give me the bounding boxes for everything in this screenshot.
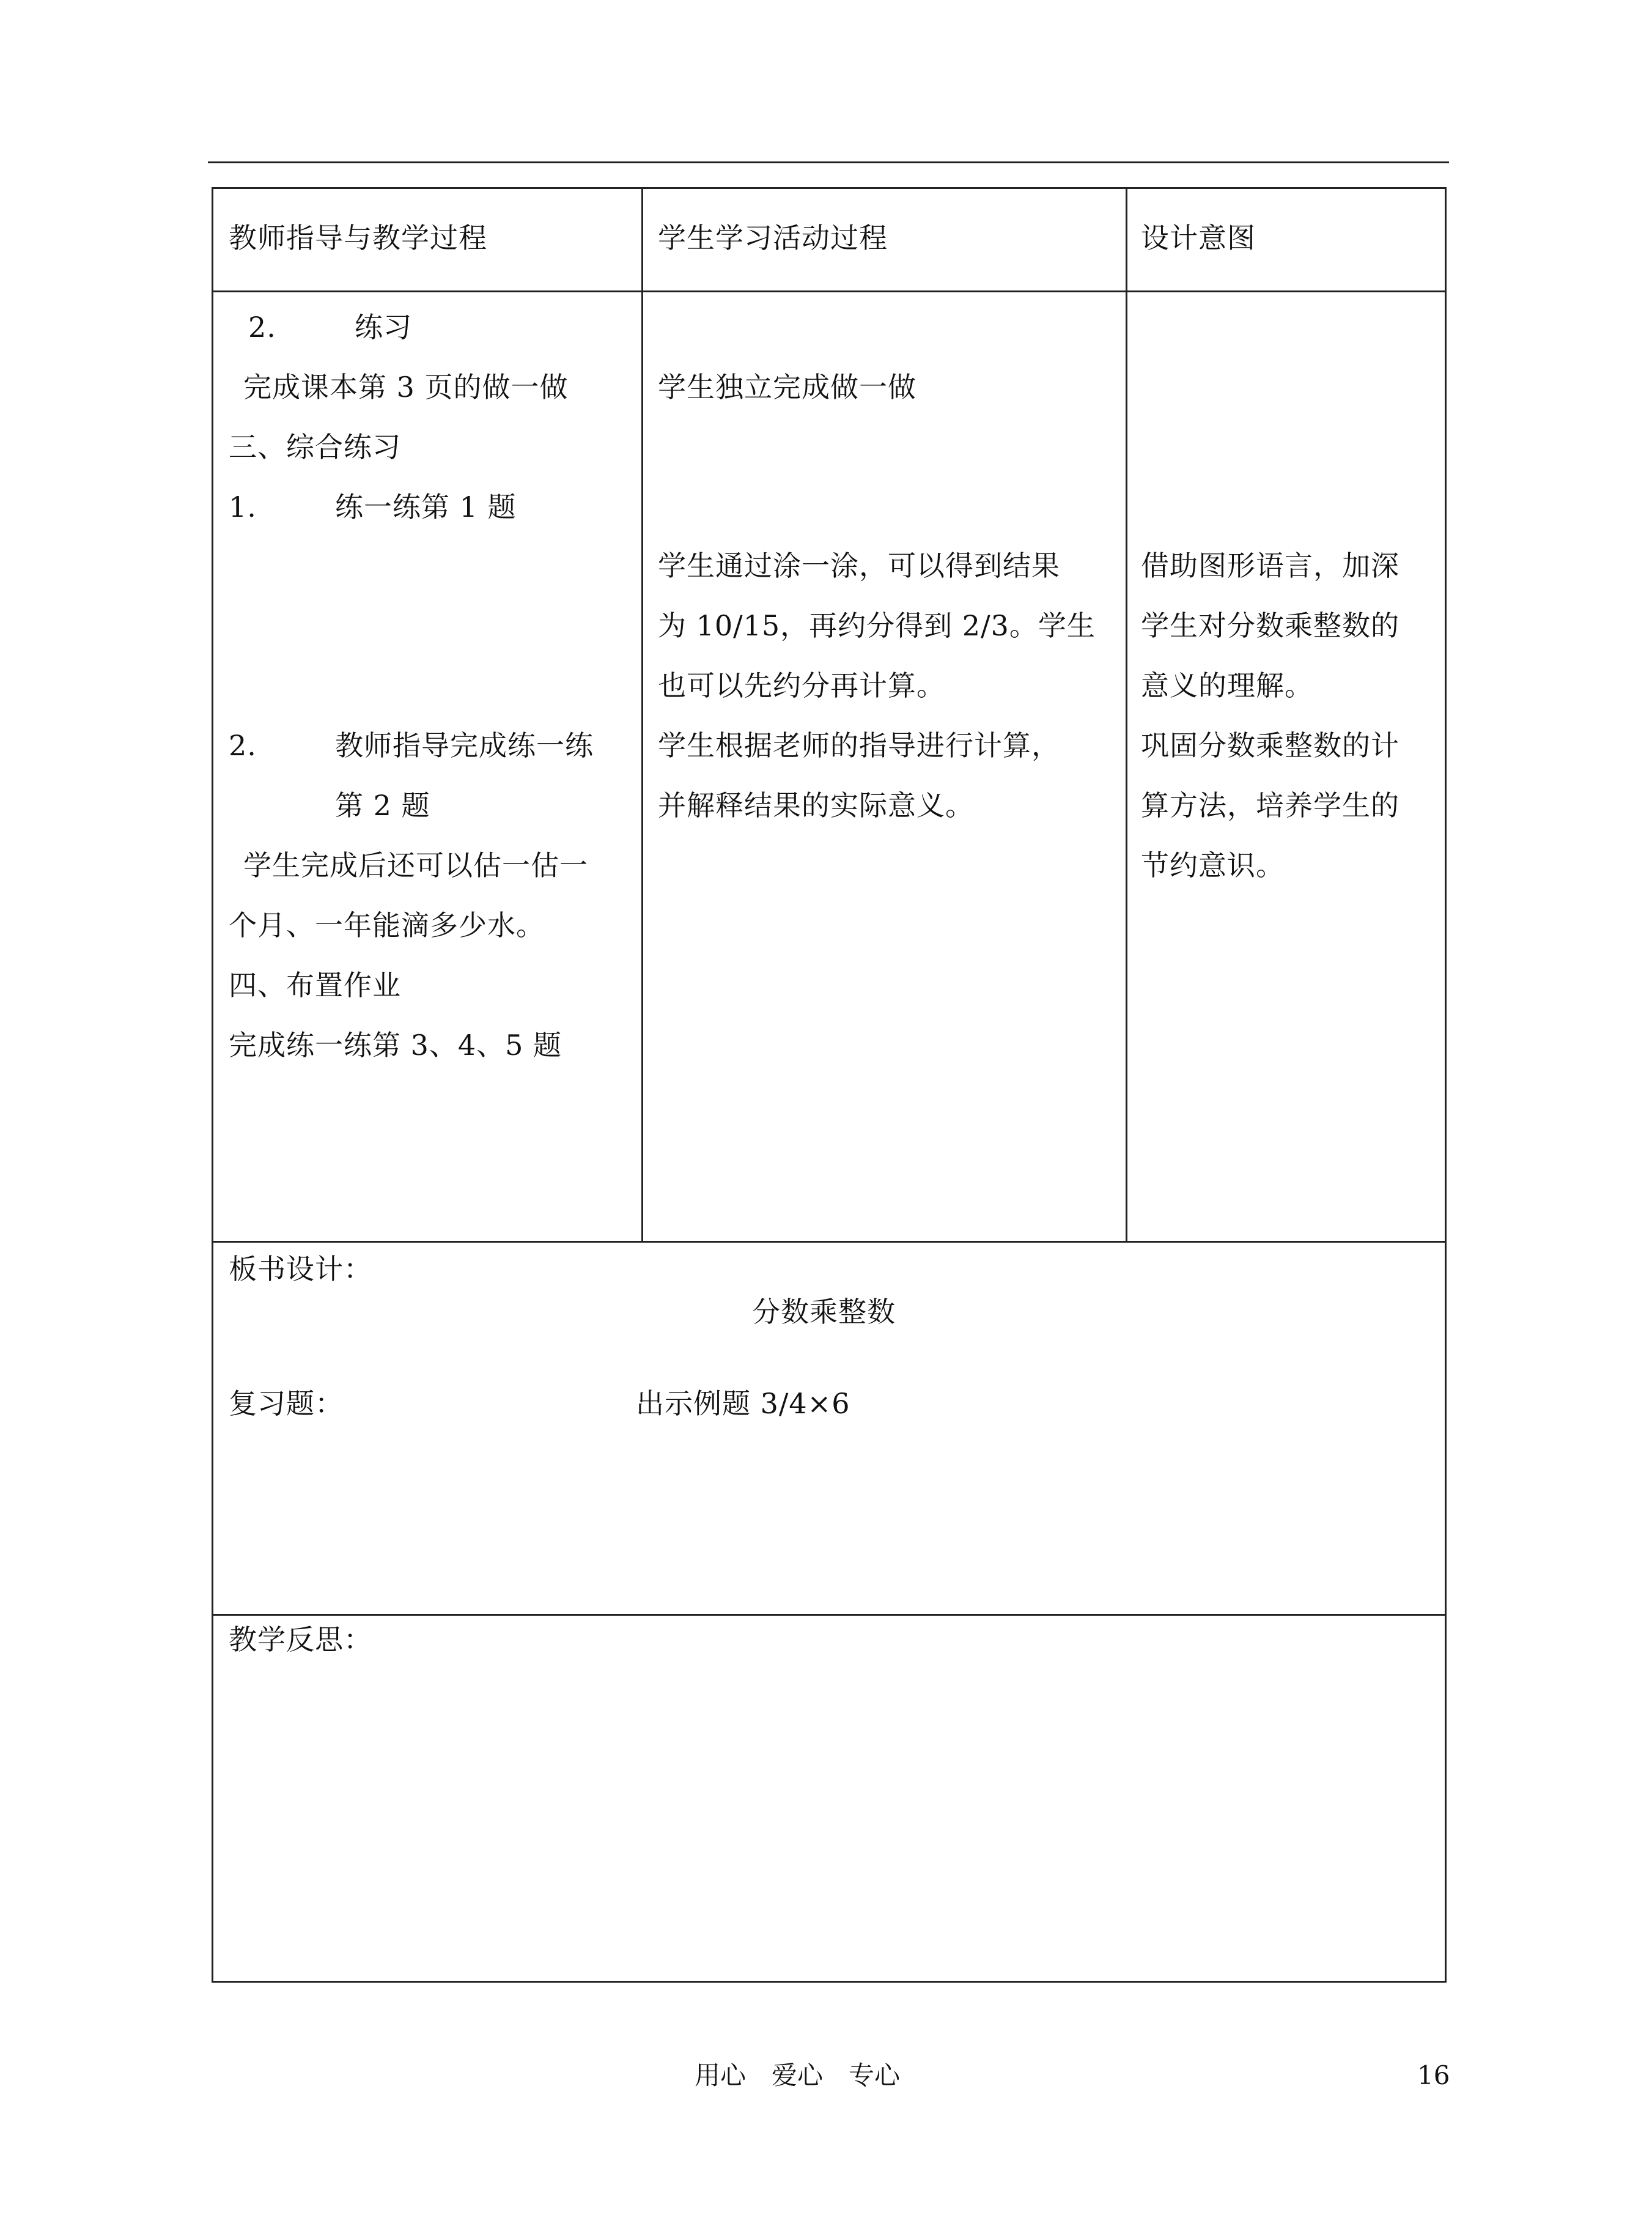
teacher-line: 完成练一练第 3、4、5 题 bbox=[229, 1029, 562, 1062]
student-line: 也可以先约分再计算。 bbox=[658, 669, 945, 702]
teacher-line: 练一练第 1 题 bbox=[335, 490, 517, 523]
teacher-line: 完成课本第 3 页的做一做 bbox=[243, 371, 569, 404]
board-title: 分数乘整数 bbox=[752, 1295, 896, 1328]
student-line: 学生根据老师的指导进行计算， bbox=[658, 729, 1060, 762]
reflection-label: 教学反思： bbox=[229, 1623, 372, 1656]
header-teacher: 教师指导与教学过程 bbox=[229, 221, 487, 254]
table-header-divider bbox=[213, 290, 1445, 292]
teacher-line: 2. bbox=[248, 311, 276, 344]
table-board-divider bbox=[213, 1241, 1445, 1243]
intent-line: 巩固分数乘整数的计 bbox=[1141, 729, 1399, 762]
student-line: 学生独立完成做一做 bbox=[658, 371, 916, 404]
table-column-divider-2 bbox=[1126, 189, 1127, 1242]
intent-line: 意义的理解。 bbox=[1141, 669, 1313, 702]
teacher-line: 第 2 题 bbox=[335, 789, 430, 822]
teacher-line: 教师指导完成练一练 bbox=[335, 729, 594, 762]
table-reflection-divider bbox=[213, 1614, 1445, 1616]
intent-line: 学生对分数乘整数的 bbox=[1141, 609, 1399, 642]
board-example: 出示例题 3/4×6 bbox=[636, 1387, 850, 1420]
page-number: 16 bbox=[1417, 2060, 1450, 2090]
header-student: 学生学习活动过程 bbox=[658, 221, 888, 254]
header-rule bbox=[208, 161, 1449, 163]
teacher-line: 2. bbox=[229, 729, 257, 762]
footer-slogan: 用心 爱心 专心 bbox=[695, 2060, 901, 2090]
intent-line: 借助图形语言，加深 bbox=[1141, 549, 1399, 582]
table-column-divider-1 bbox=[641, 189, 643, 1242]
teacher-line: 三、综合练习 bbox=[229, 431, 401, 464]
teacher-line: 练习 bbox=[355, 311, 412, 344]
teacher-line: 学生完成后还可以估一估一 bbox=[243, 849, 588, 882]
teacher-line: 四、布置作业 bbox=[229, 969, 401, 1002]
student-line: 学生通过涂一涂，可以得到结果 bbox=[658, 549, 1060, 582]
teacher-line: 个月、一年能滴多少水。 bbox=[229, 909, 545, 942]
teacher-line: 1. bbox=[229, 490, 257, 523]
student-line: 并解释结果的实际意义。 bbox=[658, 789, 974, 822]
header-intent: 设计意图 bbox=[1141, 221, 1256, 254]
board-label: 板书设计： bbox=[229, 1252, 372, 1285]
intent-line: 节约意识。 bbox=[1141, 849, 1285, 882]
student-line: 为 10/15，再约分得到 2/3。学生 bbox=[658, 609, 1096, 642]
intent-line: 算方法，培养学生的 bbox=[1141, 789, 1399, 822]
board-review-label: 复习题： bbox=[229, 1387, 344, 1420]
